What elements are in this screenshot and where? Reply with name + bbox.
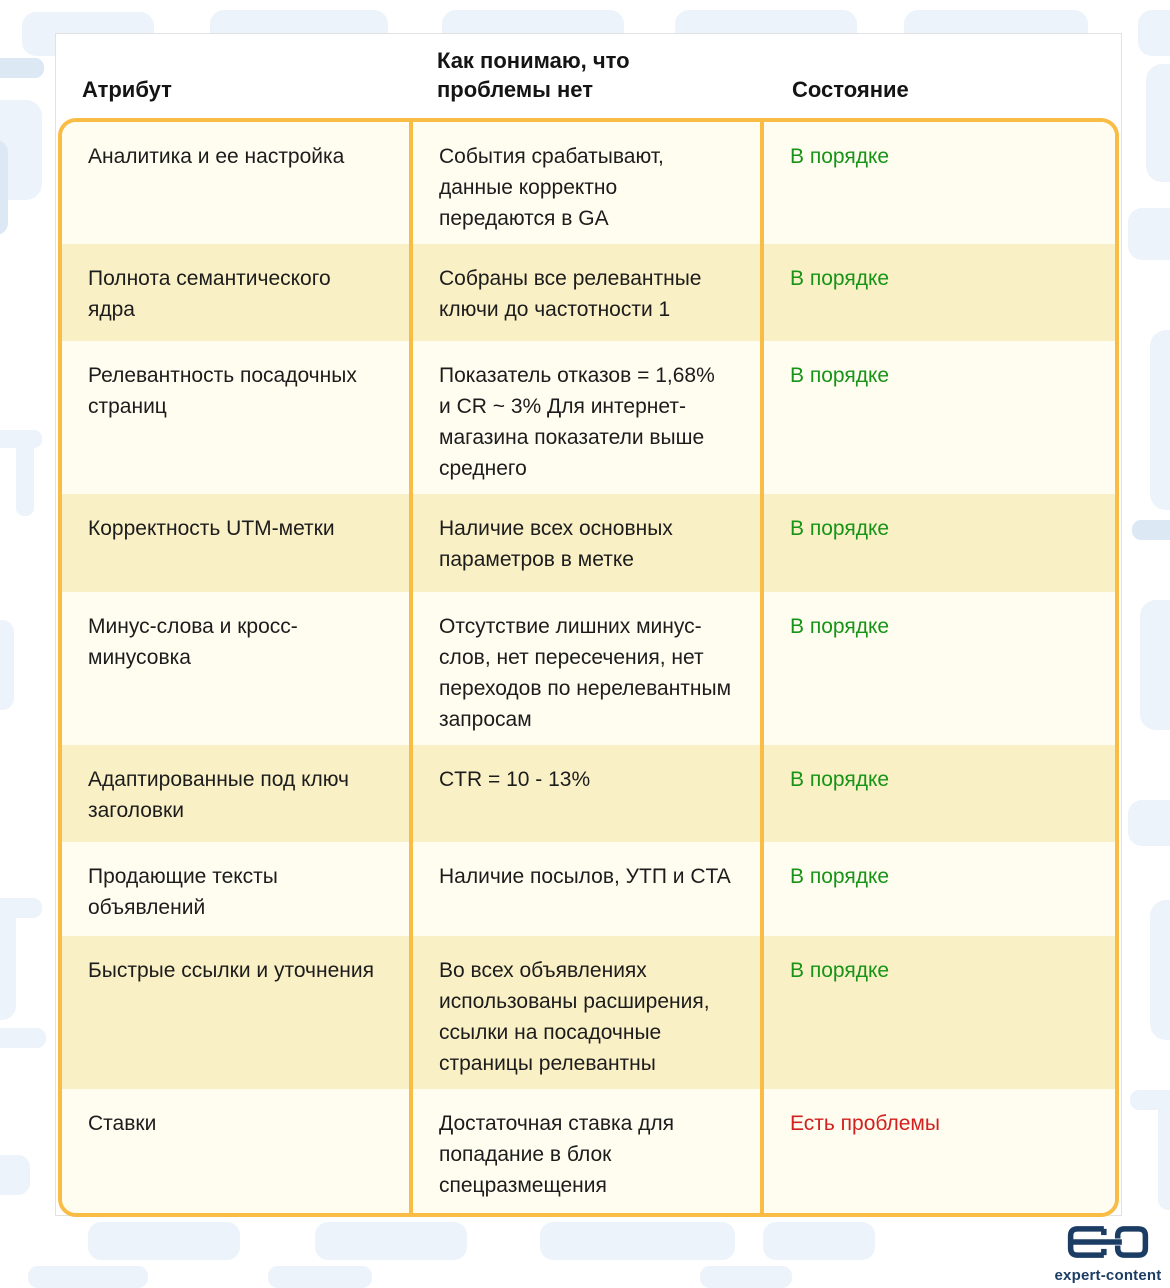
table-body <box>58 118 1119 1217</box>
table-row <box>62 745 1115 842</box>
table-row <box>62 1089 1115 1213</box>
cell-criteria: Отсутствие лишних минус-слов, нет пересечения, нет переходов по нерелевантным запросам <box>413 592 764 745</box>
cell-criteria: Показатель отказов = 1,68% и CR ~ 3% Для интернет-магазина показатели выше среднего <box>413 341 764 494</box>
table-row <box>62 936 1115 1089</box>
expert-content-logo <box>1050 1224 1166 1284</box>
cell-attribute: Продающие тексты объявлений <box>62 842 413 936</box>
column-header-attribute: Атрибут <box>82 77 172 102</box>
table-row <box>62 842 1115 936</box>
cell-status: В порядке <box>790 267 890 290</box>
cell-attribute: Корректность UTM-метки <box>62 494 413 592</box>
cell-attribute: Релевантность посадочных страниц <box>62 341 413 494</box>
cell-status: Есть проблемы <box>790 1112 940 1135</box>
cell-criteria: Наличие посылов, УТП и CTA <box>413 842 764 936</box>
cell-criteria: Во всех объявлениях использованы расширения, ссылки на посадочные страницы релевантны <box>413 936 764 1089</box>
table-header-row <box>56 34 1121 118</box>
column-header-criteria: Как понимаю, что проблемы нет <box>437 48 630 102</box>
cell-criteria: События срабатывают, данные корректно передаются в GA <box>413 122 764 244</box>
column-header-status: Состояние <box>792 77 909 102</box>
cell-status: В порядке <box>790 768 890 791</box>
cell-status: В порядке <box>790 959 890 982</box>
cell-status: В порядке <box>790 364 890 387</box>
cell-attribute: Минус-слова и кросс-минусовка <box>62 592 413 745</box>
table-row <box>62 244 1115 341</box>
cell-status: В порядке <box>790 615 890 638</box>
cell-criteria: Наличие всех основных параметров в метке <box>413 494 764 592</box>
cell-status: В порядке <box>790 865 890 888</box>
table-row <box>62 122 1115 244</box>
table-row <box>62 341 1115 494</box>
table-row <box>62 592 1115 745</box>
cell-criteria: Собраны все релевантные ключи до частотности 1 <box>413 244 764 341</box>
cell-criteria: Достаточная ставка для попадание в блок спецразмещения <box>413 1089 764 1213</box>
cell-criteria: CTR = 10 - 13% <box>413 745 764 842</box>
cell-status: В порядке <box>790 517 890 540</box>
cell-attribute: Аналитика и ее настройка <box>62 122 413 244</box>
chain-link-icon <box>1056 1224 1160 1260</box>
audit-table-card <box>55 33 1122 1216</box>
cell-attribute: Адаптированные под ключ заголовки <box>62 745 413 842</box>
cell-status: В порядке <box>790 145 890 168</box>
cell-attribute: Ставки <box>62 1089 413 1213</box>
cell-attribute: Быстрые ссылки и уточнения <box>62 936 413 1089</box>
table-row <box>62 494 1115 592</box>
cell-attribute: Полнота семантического ядра <box>62 244 413 341</box>
logo-text: expert-content <box>1054 1267 1162 1284</box>
